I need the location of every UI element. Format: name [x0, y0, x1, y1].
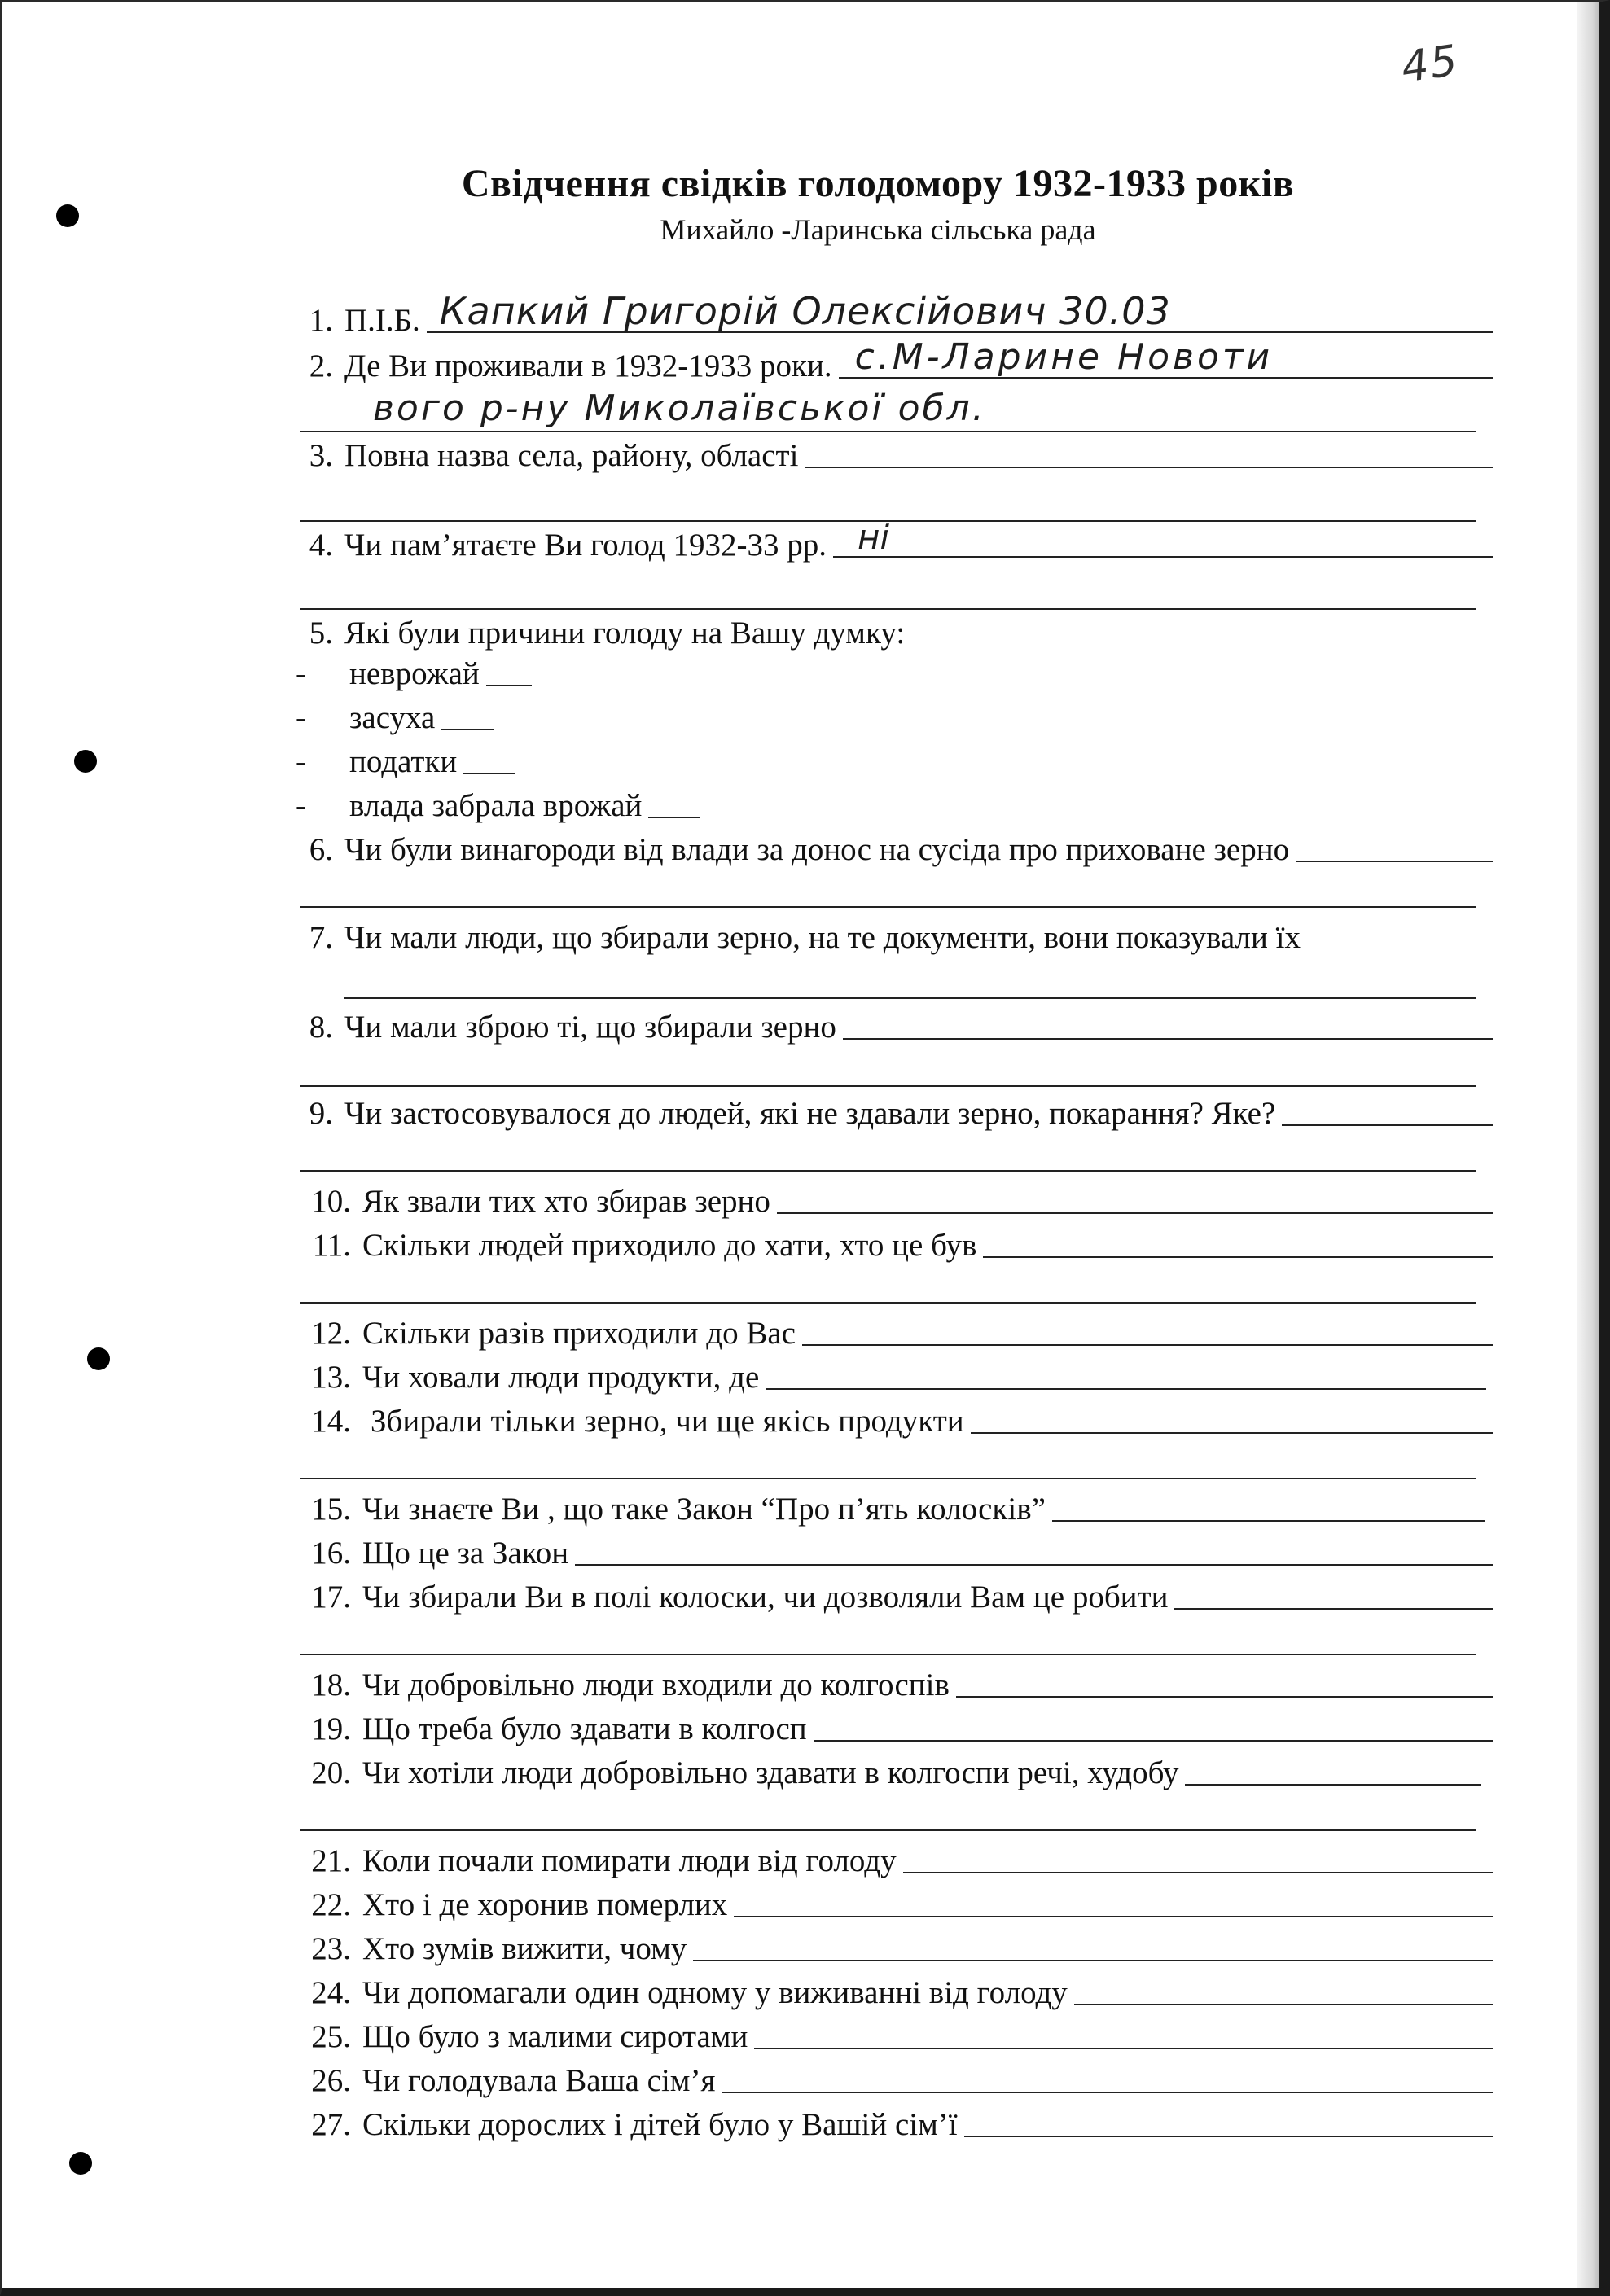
question-text: Чи застосовувалося до людей, які не здавали зерно, покарання? Яке? [344, 1096, 1276, 1131]
question-number: 24. [311, 1975, 351, 2010]
question-7 [296, 909, 1493, 953]
answer-line[interactable] [300, 1654, 1476, 1655]
question-text: Чи хотіли люди добровільно здавати в колгоспи речі, худобу [362, 1755, 1179, 1790]
list-dash: - [296, 788, 306, 823]
question-text: Повна назва села, району, області [344, 438, 799, 473]
question-number: 7. [309, 920, 333, 955]
answer-line[interactable] [300, 906, 1476, 908]
question-text: Збирали тільки зерно, чи ще якісь продукти [371, 1404, 964, 1439]
answer-line[interactable] [300, 1829, 1476, 1831]
question-number: 27. [311, 2107, 351, 2142]
question-number: 12. [311, 1316, 351, 1351]
question-19 [296, 1701, 1493, 1745]
question-1 [296, 289, 1493, 338]
cause-item [296, 778, 700, 822]
question-3 [296, 427, 1493, 471]
question-number: 1. [309, 303, 333, 338]
question-text: Скільки людей приходило до хати, хто це був [362, 1228, 977, 1263]
answer-line[interactable] [833, 517, 1493, 558]
answer-line[interactable] [300, 1478, 1476, 1479]
answer-line[interactable] [1074, 2004, 1493, 2005]
question-text: Скільки разів приходили до Вас [362, 1316, 796, 1351]
handwritten-page-number: 45 [1398, 36, 1463, 93]
cause-text: неврожай [349, 656, 480, 691]
question-text: Які були причини голоду на Вашу думку: [344, 616, 906, 651]
question-text: Чи були винагороди від влади за донос на сусіда про приховане зерно [344, 832, 1290, 867]
answer-line[interactable] [805, 467, 1493, 468]
handwritten-answer: ні [858, 517, 890, 557]
question-number: 9. [309, 1096, 333, 1131]
punch-hole [87, 1347, 110, 1370]
handwritten-answer: вого р-ну Миколаївської обл. [373, 388, 986, 429]
question-text: Хто зумів вижити, чому [362, 1931, 687, 1966]
question-text: Чи знаєте Ви , що таке Закон “Про п’ять колосків” [362, 1492, 1046, 1527]
question-text: Що було з малими сиротами [362, 2019, 748, 2054]
cause-item [296, 646, 532, 690]
answer-line[interactable] [734, 1916, 1493, 1917]
handwritten-answer: Капкий Григорій Олексійович 30.03 [439, 289, 1171, 333]
question-text: Хто і де хоронив померлих [362, 1887, 728, 1922]
question-25 [296, 2009, 1493, 2053]
answer-line[interactable] [1282, 1124, 1493, 1126]
question-12 [296, 1305, 1493, 1349]
question-number: 4. [309, 528, 333, 563]
question-text: Чи збирали Ви в полі колоски, чи дозволяли Вам це робити [362, 1580, 1169, 1615]
answer-line[interactable] [766, 1388, 1486, 1390]
question-17 [296, 1569, 1493, 1613]
question-text: Що це за Закон [362, 1536, 569, 1571]
question-21 [296, 1833, 1493, 1877]
question-15 [296, 1481, 1485, 1525]
question-text: Що треба було здавати в колгосп [362, 1711, 807, 1746]
question-27 [296, 2097, 1493, 2140]
punch-hole [74, 750, 97, 773]
question-23 [296, 1921, 1493, 1965]
question-11 [296, 1217, 1493, 1261]
answer-line[interactable] [839, 336, 1493, 379]
question-text: Скільки дорослих і дітей було у Вашій сім’ї [362, 2107, 958, 2142]
question-number: 3. [309, 438, 333, 473]
question-number: 16. [311, 1536, 351, 1571]
answer-line[interactable] [1296, 861, 1493, 862]
answer-line[interactable] [956, 1696, 1493, 1698]
question-text: Чи мали зброю ті, що збирали зерно [344, 1010, 836, 1045]
question-number: 6. [309, 832, 333, 867]
question-number: 21. [311, 1843, 351, 1878]
question-text: П.І.Б. [344, 303, 420, 338]
handwritten-answer: с.М-Ларине Новоти [854, 336, 1274, 378]
question-number: 11. [312, 1228, 351, 1263]
cause-text: засуха [349, 700, 436, 735]
question-6 [296, 822, 1493, 865]
question-number: 17. [311, 1580, 351, 1615]
question-number: 22. [311, 1887, 351, 1922]
answer-line[interactable] [814, 1740, 1493, 1742]
question-text: Як звали тих хто збирав зерно [362, 1184, 770, 1219]
answer-line[interactable] [964, 2136, 1493, 2137]
document-title: Свідчення свідків голодомору 1932-1933 років [461, 162, 1295, 205]
answer-line[interactable] [1174, 1608, 1493, 1610]
answer-line[interactable] [1052, 1520, 1485, 1522]
question-22 [296, 1877, 1493, 1921]
question-16 [296, 1525, 1493, 1569]
question-number: 26. [311, 2063, 351, 2098]
question-13 [296, 1349, 1486, 1393]
list-dash: - [296, 700, 306, 735]
answer-line[interactable] [722, 2092, 1493, 2093]
question-14 [296, 1393, 1493, 1437]
answer-line[interactable] [300, 1170, 1476, 1172]
question-text: Чи допомагали один одному у виживанні від голоду [362, 1975, 1068, 2010]
question-text: Чи пам’ятаєте Ви голод 1932-33 рр. [344, 528, 827, 563]
answer-line[interactable] [754, 2048, 1493, 2049]
answer-line[interactable] [983, 1256, 1493, 1258]
document-subtitle: Михайло -Ларинська сільська рада [660, 213, 1096, 246]
cause-text: влада забрала врожай [349, 788, 643, 823]
cause-item [296, 734, 515, 778]
question-number: 23. [311, 1931, 351, 1966]
question-number: 5. [309, 616, 333, 651]
question-text: Чи ховали люди продукти, де [362, 1360, 760, 1395]
question-24 [296, 1965, 1493, 2009]
answer-line[interactable] [427, 289, 1493, 333]
answer-line[interactable] [903, 1872, 1493, 1873]
answer-line[interactable] [486, 685, 532, 686]
question-number: 19. [311, 1711, 351, 1746]
question-number: 2. [309, 348, 333, 383]
question-26 [296, 2053, 1493, 2097]
cause-text: податки [349, 744, 458, 779]
question-number: 15. [311, 1492, 351, 1527]
question-text: Чи голодувала Ваша сім’я [362, 2063, 716, 2098]
question-number: 20. [311, 1755, 351, 1790]
answer-line[interactable] [648, 817, 700, 818]
question-number: 25. [311, 2019, 351, 2054]
answer-line[interactable] [1185, 1784, 1481, 1786]
answer-line[interactable] [802, 1344, 1493, 1346]
answer-line[interactable] [463, 773, 515, 774]
answer-line[interactable] [971, 1432, 1493, 1434]
question-20 [296, 1745, 1481, 1789]
question-text: Чи добровільно люди входили до колгоспів [362, 1667, 950, 1702]
question-10 [296, 1173, 1493, 1217]
question-text: Де Ви проживали в 1932-1933 роки. [344, 348, 832, 383]
answer-line[interactable] [843, 1038, 1493, 1040]
question-number: 18. [311, 1667, 351, 1702]
punch-hole [69, 2152, 92, 2175]
question-5 [296, 605, 1493, 649]
answer-line[interactable] [300, 1302, 1476, 1304]
question-text: Коли почали помирати люди від голоду [362, 1843, 897, 1878]
question-2 [296, 338, 1493, 382]
answer-line[interactable] [575, 1564, 1493, 1566]
question-number: 10. [311, 1184, 351, 1219]
answer-line[interactable] [693, 1960, 1493, 1961]
question-number: 13. [311, 1360, 351, 1395]
question-number: 8. [309, 1010, 333, 1045]
question-number: 14. [311, 1404, 351, 1439]
question-8 [296, 999, 1493, 1043]
answer-line[interactable] [777, 1212, 1493, 1214]
list-dash: - [296, 656, 306, 691]
cause-item [296, 690, 494, 734]
answer-line[interactable] [441, 729, 494, 730]
question-text: Чи мали люди, що збирали зерно, на те документи, вони показували їх [344, 920, 1301, 955]
question-4 [296, 517, 1493, 561]
list-dash: - [296, 744, 306, 779]
question-9 [296, 1085, 1493, 1129]
question-18 [296, 1657, 1493, 1701]
